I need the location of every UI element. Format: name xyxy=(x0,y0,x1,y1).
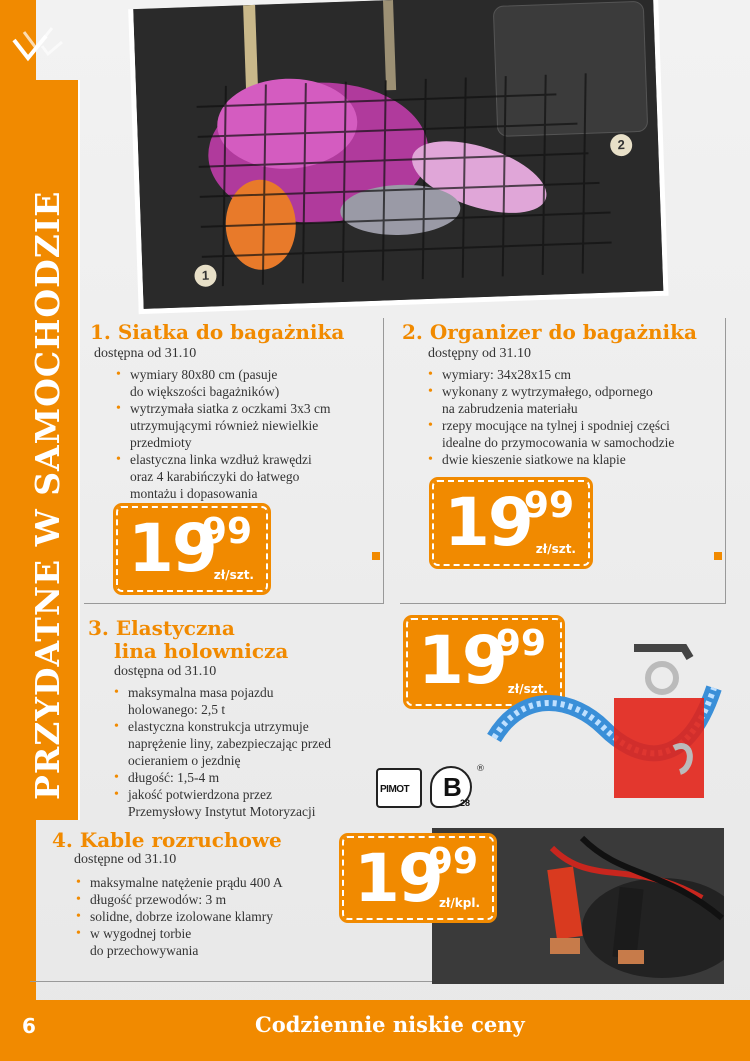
price-dec: 99 xyxy=(495,623,546,664)
feature-item xyxy=(116,366,378,400)
price-int: 19 xyxy=(444,484,532,561)
pimot-cert-logo xyxy=(376,768,422,808)
feature-line: idealne do przymocowania w samochodzie xyxy=(442,435,675,450)
side-title: PRZYDATNE W SAMOCHODZIE xyxy=(28,190,67,800)
availability-organizer: dostępny od 31.10 xyxy=(428,346,532,361)
feature-line: • solidne, dobrze izolowane klamry xyxy=(90,909,273,924)
feature-line: • wytrzymała siatka z oczkami 3x3 cm xyxy=(130,401,331,416)
b-cert-letter: B xyxy=(443,772,462,802)
price-dec: 99 xyxy=(201,511,252,552)
feature-line: montażu i dopasowania xyxy=(130,486,258,501)
product-title-organizer: 2. Organizer do bagażnika xyxy=(402,320,697,344)
feature-list-net xyxy=(116,366,378,502)
price-int: 19 xyxy=(418,622,506,699)
feature-line: • elastyczna konstrukcja utrzymuje xyxy=(128,719,309,734)
feature-item xyxy=(76,925,346,959)
feature-line: • maksymalne natężenie prądu 400 A xyxy=(90,875,283,890)
price-unit: zł/szt. xyxy=(507,682,548,696)
feature-item xyxy=(76,891,346,908)
feature-line: ocieraniem o jezdnię xyxy=(128,753,241,768)
feature-line: do większości bagażników) xyxy=(130,384,280,399)
price-int: 19 xyxy=(354,840,442,917)
registered-mark: ® xyxy=(476,764,485,774)
price-tag-cables xyxy=(342,836,494,920)
feature-line: utrzymującymi również niewielkie xyxy=(130,418,319,433)
feature-line: • długość przewodów: 3 m xyxy=(90,892,227,907)
feature-item xyxy=(114,769,384,786)
availability-tow-rope: dostępna od 31.10 xyxy=(114,664,217,679)
feature-line: • wymiary: 34x28x15 cm xyxy=(442,367,571,382)
feature-item xyxy=(114,718,384,769)
price-dec: 99 xyxy=(523,485,574,526)
logo-chevron-icon xyxy=(6,22,66,72)
availability-net: dostępna od 31.10 xyxy=(94,346,197,361)
feature-list-cables xyxy=(76,874,346,959)
feature-item xyxy=(76,908,346,925)
feature-line: przedmioty xyxy=(130,435,192,450)
feature-line: holowanego: 2,5 t xyxy=(128,702,226,717)
product-title-tow-rope-line1: 3. Elastyczna xyxy=(88,616,235,640)
feature-list-organizer xyxy=(428,366,728,468)
feature-list-tow-rope xyxy=(114,684,384,820)
feature-line: • długość: 1,5-4 m xyxy=(128,770,220,785)
product-title-net: 1. Siatka do bagażnika xyxy=(90,320,345,344)
feature-item xyxy=(428,451,728,468)
feature-line: • dwie kieszenie siatkowe na klapie xyxy=(442,452,626,467)
price-unit: zł/szt. xyxy=(213,568,254,582)
feature-item xyxy=(116,400,378,451)
feature-line: oraz 4 karabińczyki do łatwego xyxy=(130,469,300,484)
feature-line: • w wygodnej torbie xyxy=(90,926,192,941)
box-corner-marker xyxy=(714,552,722,560)
trunk-photo xyxy=(128,0,668,314)
product-title-tow-rope-line2: lina holownicza xyxy=(114,639,289,663)
feature-line: naprężenie liny, zabezpieczając przed xyxy=(128,736,331,751)
price-dec: 99 xyxy=(427,841,478,882)
feature-item xyxy=(76,874,346,891)
feature-item xyxy=(428,366,728,383)
product-title-cables: 4. Kable rozruchowe xyxy=(52,828,282,852)
availability-cables: dostępne od 31.10 xyxy=(74,852,177,867)
feature-line: Przemysłowy Instytut Motoryzacji xyxy=(128,804,316,819)
tow-rope-image xyxy=(484,628,724,808)
feature-item xyxy=(428,417,728,451)
feature-line: • wykonany z wytrzymałego, odpornego xyxy=(442,384,653,399)
feature-line: • elastyczna linka wzdłuż krawędzi xyxy=(130,452,312,467)
footer-slogan: Codziennie niskie ceny xyxy=(255,1012,525,1037)
page-number: 6 xyxy=(22,1014,36,1038)
price-tag-net xyxy=(116,506,268,592)
price-unit: zł/szt. xyxy=(535,542,576,556)
feature-line: na zabrudzenia materiału xyxy=(442,401,578,416)
price-int: 19 xyxy=(128,510,216,587)
photo-badge-2: 2 xyxy=(610,134,633,157)
pimot-label: PIMOT xyxy=(380,784,410,795)
b-cert-logo xyxy=(430,766,472,808)
feature-item xyxy=(116,451,378,502)
box-corner-marker xyxy=(372,552,380,560)
photo-badge-1: 1 xyxy=(194,264,217,287)
feature-line: • wymiary 80x80 cm (pasuje xyxy=(130,367,278,382)
feature-line: • rzepy mocujące na tylnej i spodniej części xyxy=(442,418,670,433)
feature-line: • maksymalna masa pojazdu xyxy=(128,685,274,700)
feature-item xyxy=(428,383,728,417)
feature-line: do przechowywania xyxy=(90,943,199,958)
b-cert-number: 28 xyxy=(460,798,471,808)
price-tag-organizer xyxy=(432,480,590,566)
trunk-net-illustration xyxy=(133,0,668,314)
feature-item xyxy=(114,786,384,820)
feature-item xyxy=(114,684,384,718)
feature-line: • jakość potwierdzona przez xyxy=(128,787,272,802)
price-unit: zł/kpl. xyxy=(438,896,480,910)
